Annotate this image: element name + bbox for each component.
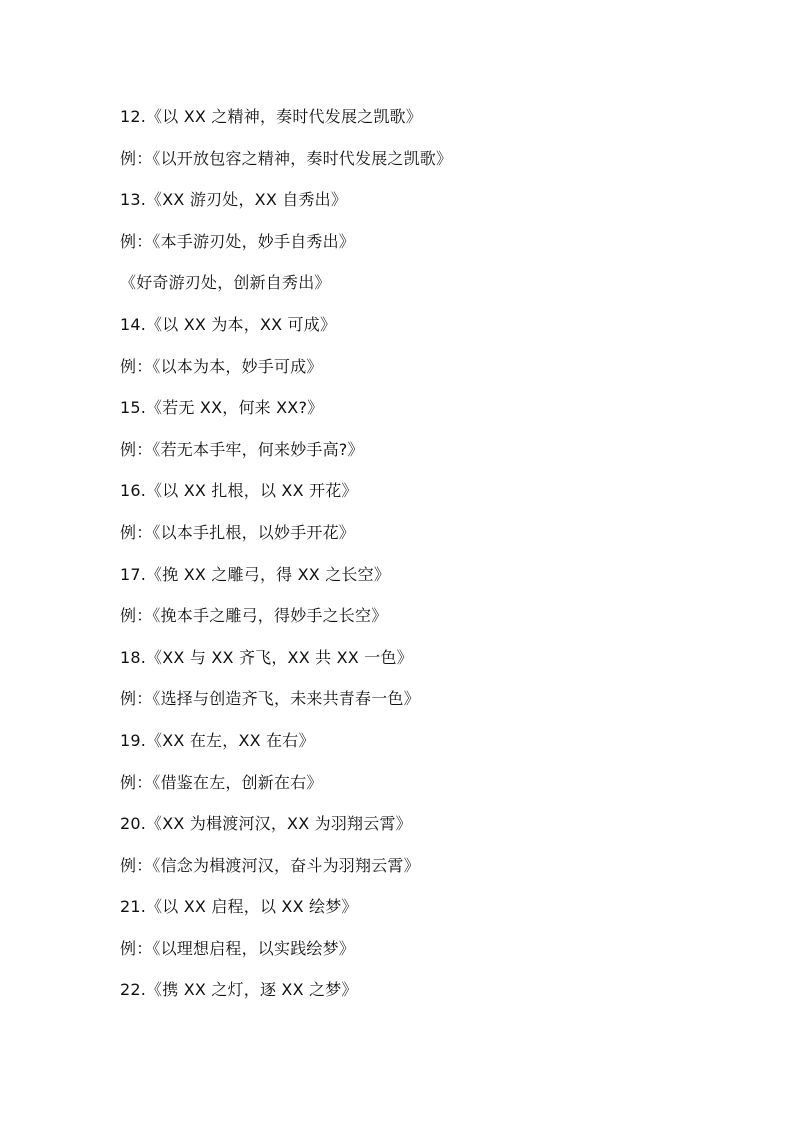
text-line: 例：《选择与创造齐飞，未来共青春一色》 [120, 689, 420, 709]
text-line: 例：《挽本手之雕弓，得妙手之长空》 [120, 606, 388, 626]
text-line: 17.《挽 XX 之雕弓，得 XX 之长空》 [120, 564, 391, 584]
text-line: 例：《借鉴在左，创新在右》 [120, 772, 323, 792]
text-line: 14.《以 XX 为本，XX 可成》 [120, 314, 337, 334]
text-line: 例：《以本手扎根，以妙手开花》 [120, 522, 356, 542]
text-line: 20.《XX 为楫渡河汉，XX 为羽翔云霄》 [120, 814, 412, 834]
text-line: 例：《信念为楫渡河汉，奋斗为羽翔云霄》 [120, 855, 420, 875]
text-line: 12.《以 XX 之精神，奏时代发展之凯歌》 [120, 107, 422, 126]
text-line: 16.《以 XX 扎根，以 XX 开花》 [120, 481, 358, 501]
text-line: 《好奇游刃处，创新自秀出》 [120, 273, 331, 293]
text-line: 19.《XX 在左，XX 在右》 [120, 730, 315, 750]
text-line: 13.《XX 游刃处，XX 自秀出》 [120, 190, 348, 210]
text-line: 例：《本手游刃处，妙手自秀出》 [120, 231, 356, 251]
text-line: 18.《XX 与 XX 齐飞，XX 共 XX 一色》 [120, 647, 413, 667]
text-line: 例：《以理想启程，以实践绘梦》 [120, 938, 356, 958]
text-line: 15.《若无 XX，何来 XX?》 [120, 398, 324, 418]
text-line: 例：《以开放包容之精神，奏时代发展之凯歌》 [120, 148, 453, 168]
document-body [120, 103, 740, 1018]
text-line: 22.《携 XX 之灯，逐 XX 之梦》 [120, 980, 358, 1000]
text-line: 21.《以 XX 启程，以 XX 绘梦》 [120, 897, 358, 917]
text-line: 例：《以本为本，妙手可成》 [120, 356, 323, 376]
text-line: 例：《若无本手牢，何来妙手高?》 [120, 439, 364, 459]
